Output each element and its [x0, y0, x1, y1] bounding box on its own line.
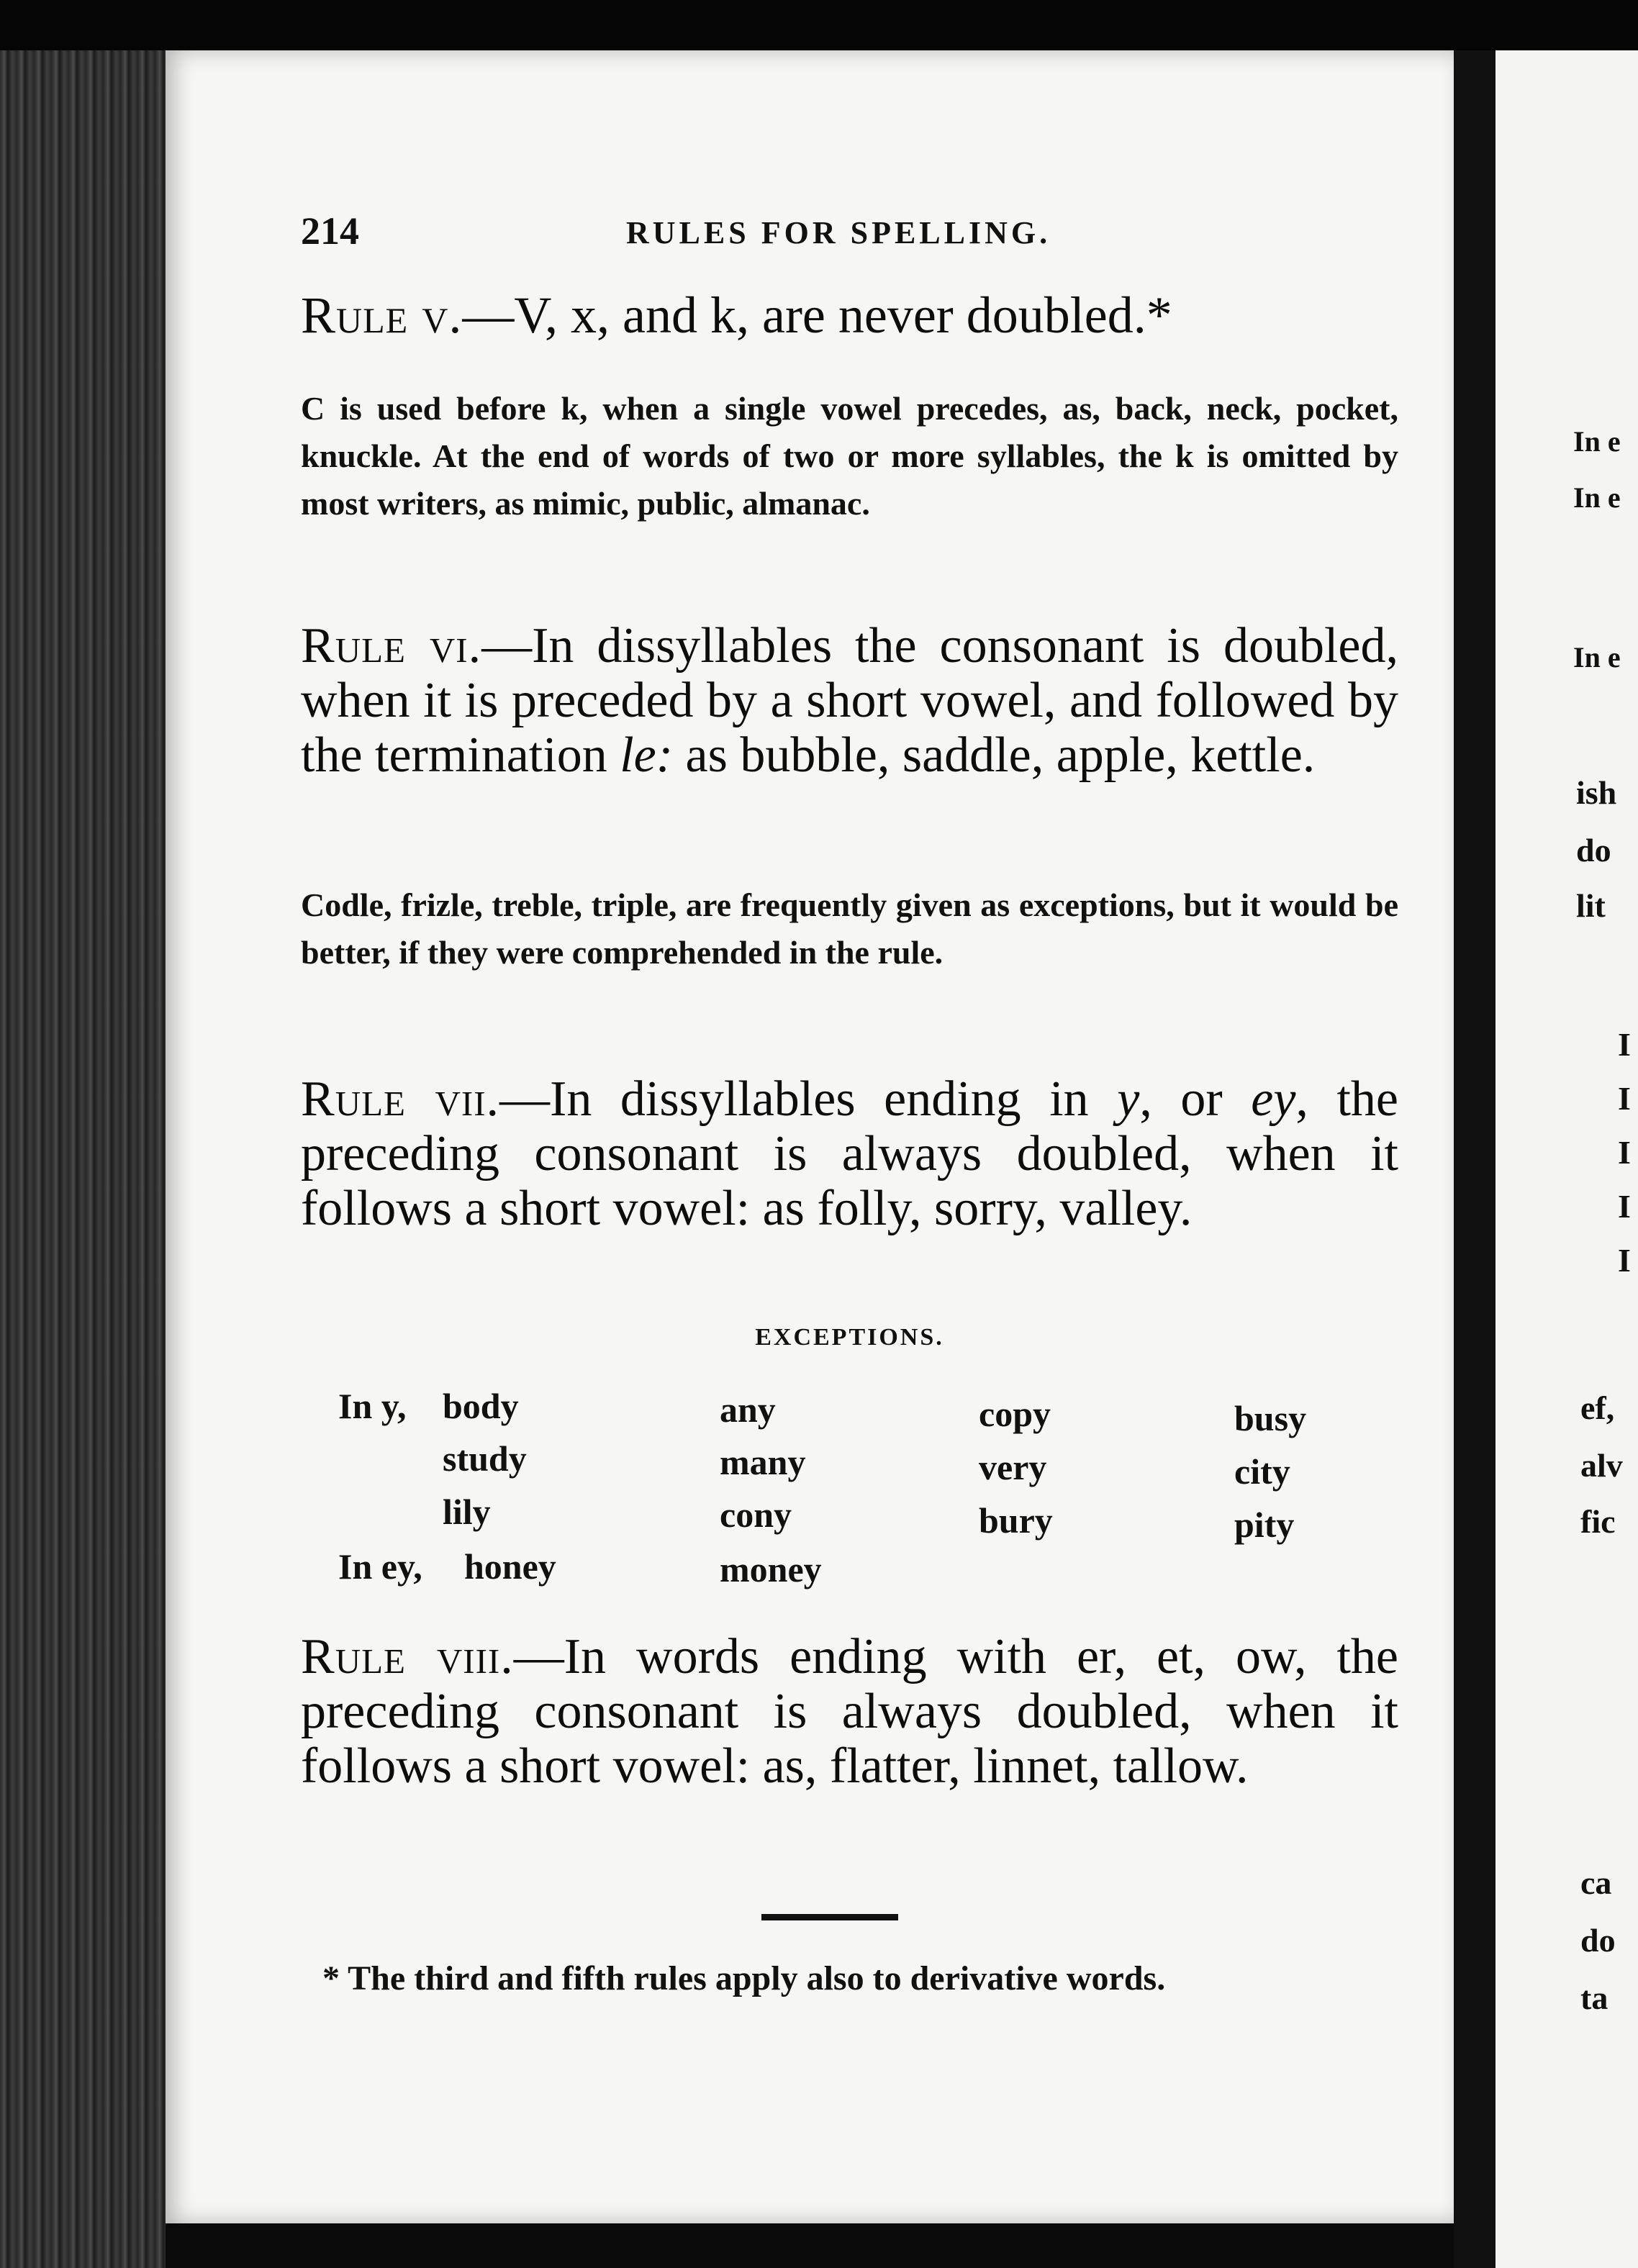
exception-word: money	[720, 1549, 822, 1589]
section-divider	[761, 1914, 898, 1920]
running-head	[301, 209, 1424, 259]
rule-6-examples: as bubble, saddle, apple, kettle.	[673, 727, 1316, 783]
exceptions-in-y-label: In y,	[338, 1386, 407, 1426]
footnote: * The third and fifth rules apply also to derivative words.	[322, 1959, 1166, 1997]
facing-page-fragment: do	[1576, 832, 1611, 868]
facing-page-fragment: In e	[1573, 641, 1621, 673]
rule-7-term-ey: ey	[1251, 1071, 1296, 1127]
rule-8-text: —In words ending with er, et, ow, the preceding consonant is always doubled, when it follows a short vowel: as, flatter, linnet, tallow.	[301, 1629, 1399, 1794]
rule-6-text: —In dissyllables the consonant is doubled, when it is preceded by a short vowel, and followed by the termination	[301, 618, 1398, 783]
facing-page-fragment: In e	[1573, 425, 1621, 458]
exception-word: many	[720, 1442, 806, 1482]
page-gutter	[1454, 50, 1496, 2268]
facing-page-fragment: ish	[1576, 774, 1617, 811]
facing-page-fragment: I	[1618, 1080, 1631, 1117]
exception-word: busy	[1234, 1398, 1307, 1438]
facing-page	[1496, 50, 1638, 2268]
rule-5-note: C is used before k, when a single vowel precedes, as, back, neck, pocket, knuckle. At the end of words of two or more syllables, the k is omitted by most writers, as mimic, public, almanac.	[301, 390, 1398, 522]
rule-7-label: Rule vii.	[301, 1071, 500, 1127]
rule-5-label: Rule v.	[301, 286, 463, 344]
exception-word: city	[1234, 1451, 1290, 1492]
page-number: 214	[301, 209, 359, 253]
facing-page-fragment: ef,	[1580, 1389, 1615, 1426]
rule-8	[301, 1630, 1398, 1794]
exception-word: bury	[979, 1500, 1053, 1541]
rule-6	[301, 619, 1398, 783]
facing-page-fragment: fic	[1580, 1503, 1616, 1540]
exception-word: very	[979, 1447, 1047, 1487]
rule-6-label: Rule vi.	[301, 618, 482, 673]
facing-page-fragment: ta	[1580, 1979, 1608, 2016]
exceptions-in-ey-label: In ey,	[338, 1546, 422, 1587]
exception-word: copy	[979, 1394, 1051, 1434]
exception-word: body	[443, 1386, 519, 1426]
facing-page-fragment: I	[1618, 1134, 1631, 1171]
facing-page-fragment: I	[1618, 1242, 1631, 1279]
rule-6-note: Codle, frizle, treble, triple, are frequently given as exceptions, but it would be better, if they were comprehended in the rule.	[301, 886, 1398, 971]
rule-7	[301, 1072, 1398, 1236]
facing-page-fragment: In e	[1573, 481, 1621, 514]
rule-5	[301, 288, 1398, 343]
facing-page-fragment: do	[1580, 1922, 1616, 1959]
facing-page-fragment: I	[1618, 1026, 1631, 1063]
scan-top-edge	[0, 0, 1638, 50]
facing-page-fragment: lit	[1576, 887, 1606, 924]
facing-page-fragment: ca	[1580, 1864, 1612, 1901]
rule-7-text-a: —In dissyllables ending in	[499, 1071, 1118, 1127]
exception-word: cony	[720, 1494, 792, 1535]
exception-word: honey	[464, 1546, 556, 1587]
exception-word: study	[443, 1438, 527, 1479]
rule-5-text: —V, x, and k, are never doubled.*	[462, 286, 1172, 344]
exception-word: pity	[1234, 1505, 1295, 1545]
rule-8-label: Rule viii.	[301, 1629, 514, 1684]
exceptions-heading: EXCEPTIONS.	[755, 1324, 944, 1351]
rule-6-term: le:	[620, 727, 674, 783]
facing-page-fragment: alv	[1580, 1447, 1623, 1484]
rule-7-text-c: , the preceding consonant is always doubled, when it follows a short vowel: as folly, sorry, valley.	[301, 1071, 1398, 1236]
exception-word: any	[720, 1389, 776, 1430]
exception-word: lily	[443, 1492, 491, 1532]
facing-page-fragment: I	[1618, 1188, 1631, 1225]
rule-7-text-b: , or	[1139, 1071, 1252, 1127]
book-spine	[0, 50, 166, 2268]
rule-7-term-y: y	[1117, 1071, 1140, 1127]
running-title: RULES FOR SPELLING.	[626, 215, 1051, 250]
